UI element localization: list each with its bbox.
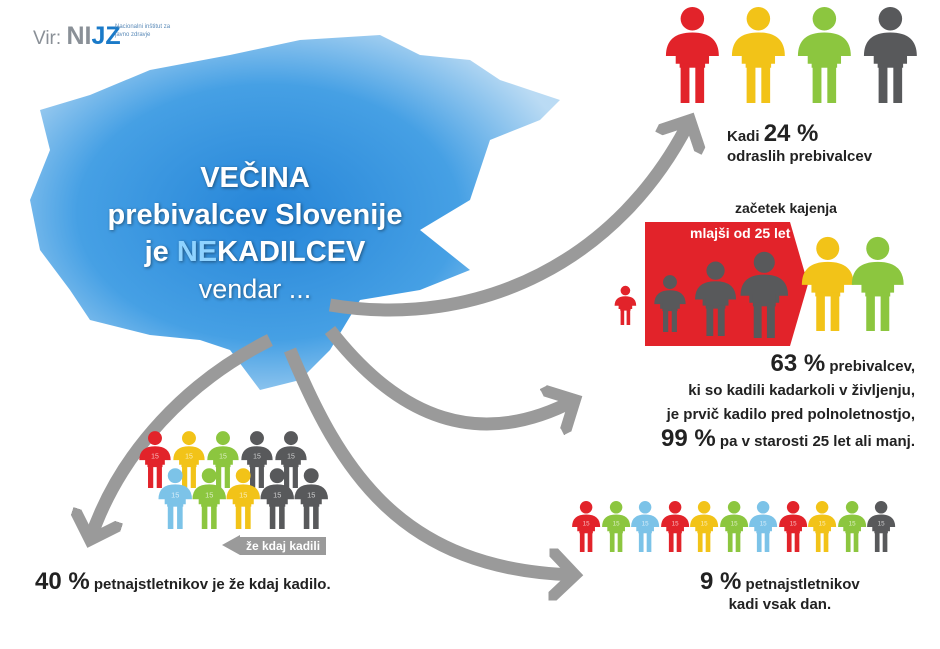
teen-figure (688, 500, 720, 557)
svg-text:15: 15 (759, 520, 767, 528)
ever-stat: 40 % petnajstletnikov je že kdaj kadilo. (35, 568, 331, 595)
teen-figure (570, 500, 602, 557)
young-smoker-figure (692, 260, 739, 341)
source-label: Vir: NIJZ (33, 22, 121, 50)
headline (60, 160, 450, 308)
adult-figure (848, 235, 908, 336)
logo-subtitle: Nacionalni inštitut za javno zdravje (115, 24, 171, 38)
teen-figure (806, 500, 838, 557)
svg-text:15: 15 (818, 520, 826, 528)
adult-figure (728, 5, 789, 108)
adult-figure (860, 5, 921, 108)
teen-figure (777, 500, 809, 557)
adult-figure (794, 5, 855, 108)
svg-text:15: 15 (185, 453, 193, 461)
arrow-start (330, 330, 575, 424)
svg-text:15: 15 (239, 490, 248, 500)
svg-text:15: 15 (307, 490, 316, 500)
headline-line3: je NEKADILCEV (144, 236, 366, 268)
teen-figure (836, 500, 868, 557)
svg-text:15: 15 (877, 520, 885, 528)
svg-text:15: 15 (582, 520, 590, 528)
child-figure (613, 285, 638, 330)
svg-text:15: 15 (151, 453, 159, 461)
svg-text:15: 15 (671, 520, 679, 528)
start-stat: 63 % prebivalcev, ki so kadili kadarkoli v življenju, je prvič kadilo pred polnoletnostjo, 99 % pa v starosti 25 let ali manj. (661, 350, 915, 452)
young-smoker-figure (737, 250, 792, 343)
teen-figure (292, 467, 330, 534)
ever-tag: že kdaj kadili (240, 537, 326, 555)
teen-figure (190, 467, 228, 534)
start-box-label: mlajši od 25 let (690, 225, 791, 241)
adults-stat: Kadi 24 % odraslih prebivalcev (727, 120, 873, 165)
svg-text:15: 15 (205, 490, 214, 500)
arrow-daily (290, 350, 575, 575)
teen-figure (747, 500, 779, 557)
teen-figure (258, 467, 296, 534)
headline-line4: vendar ... (198, 274, 312, 304)
svg-text:15: 15 (171, 490, 180, 500)
svg-text:15: 15 (273, 490, 282, 500)
teen-figure (224, 467, 262, 534)
nijz-logo: NIJZ (66, 22, 121, 50)
svg-text:15: 15 (700, 520, 708, 528)
start-title: začetek kajenja (735, 200, 837, 216)
adult-figure (662, 5, 723, 108)
svg-text:15: 15 (848, 520, 856, 528)
svg-text:15: 15 (253, 453, 261, 461)
svg-text:15: 15 (287, 453, 295, 461)
teen-figure (629, 500, 661, 557)
teen-figure (718, 500, 750, 557)
young-smoker-figure (652, 274, 688, 337)
svg-text:15: 15 (219, 453, 227, 461)
headline-line2: prebivalcev Slovenije (107, 199, 403, 231)
ever-tag-arrow (222, 535, 240, 555)
teen-figure (659, 500, 691, 557)
svg-text:15: 15 (612, 520, 620, 528)
svg-text:15: 15 (789, 520, 797, 528)
teen-figure (865, 500, 897, 557)
svg-text:15: 15 (730, 520, 738, 528)
headline-line1: VEČINA (200, 162, 310, 194)
teen-figure (600, 500, 632, 557)
daily-stat: 9 % petnajstletnikov kadi vsak dan. (700, 568, 860, 613)
teen-figure (156, 467, 194, 534)
svg-text:15: 15 (641, 520, 649, 528)
